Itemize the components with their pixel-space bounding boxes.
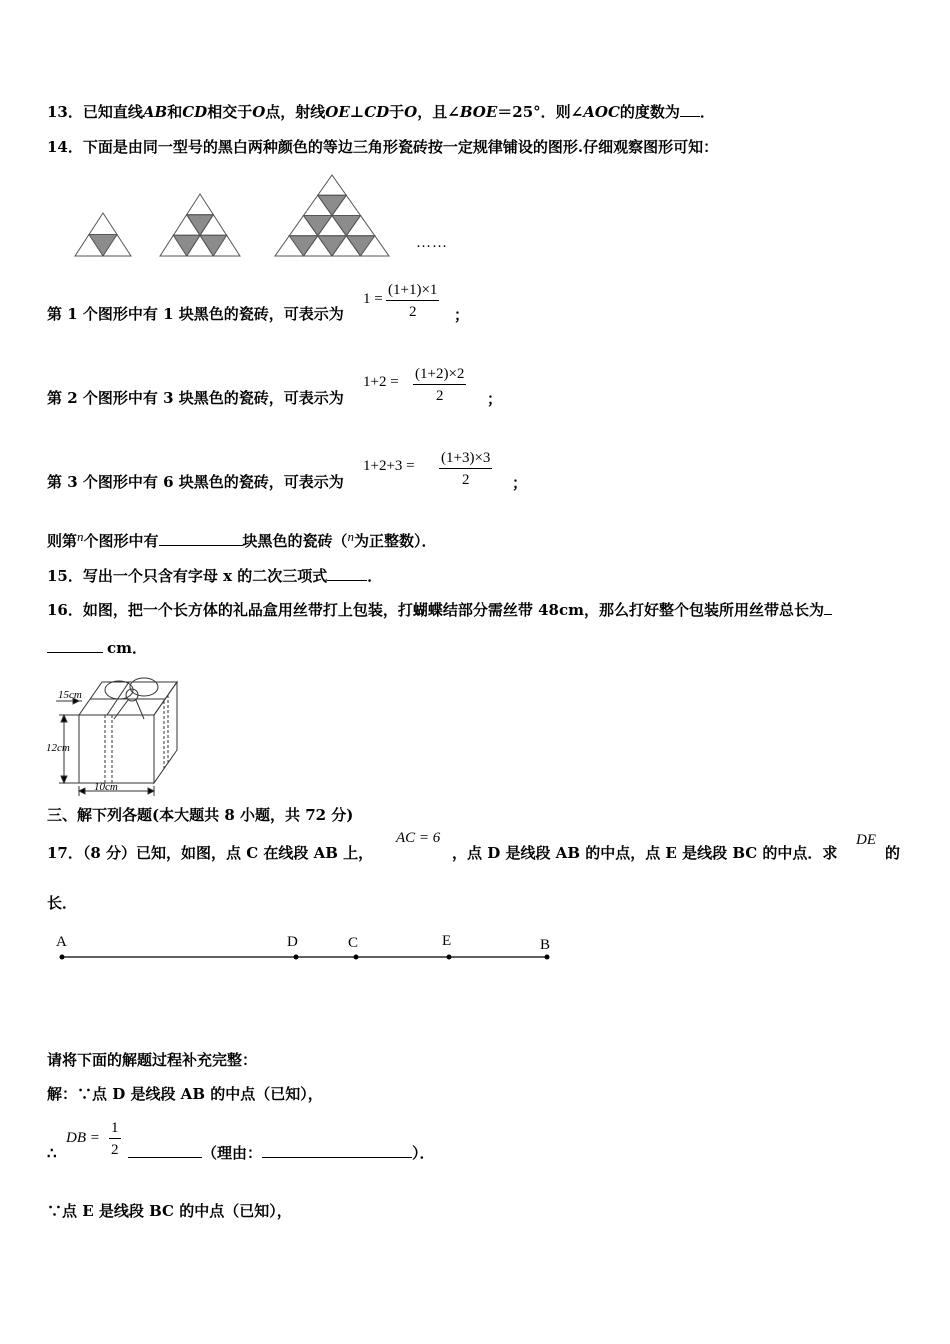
q17-ac-eq: AC = 6 <box>396 830 441 846</box>
fraction-denominator: 2 <box>111 1142 119 1158</box>
black-tile <box>332 216 361 236</box>
black-tile <box>200 235 227 256</box>
bow-tails <box>114 700 144 719</box>
q17-half-fraction <box>109 1118 121 1161</box>
q14-line3-semicolon: ； <box>512 474 528 492</box>
q17-reason-blank[interactable] <box>262 1143 412 1158</box>
q17-db-eq: DB = <box>66 1130 100 1146</box>
q14-answer-blank[interactable] <box>159 531 243 546</box>
q17-db-line <box>128 1143 435 1163</box>
q16-answer-blank[interactable] <box>824 600 832 615</box>
q13-o: O <box>404 103 418 121</box>
box-side <box>154 682 177 783</box>
q13-text: 和 <box>167 103 183 121</box>
q17-solution-line2: ∵点 E 是线段 BC 的中点（已知）， <box>47 1202 292 1220</box>
q14-line2-semicolon: ； <box>487 390 503 408</box>
q13-text: 点，射线 <box>265 103 326 121</box>
q17-line1-part2: ，点 D 是线段 AB 的中点，点 E 是线段 BC 的中点．求 <box>452 844 838 862</box>
q17-text: ）． <box>412 1144 435 1162</box>
q14-line2-text: 第 2 个图形中有 3 块黑色的瓷砖，可表示为 <box>47 389 344 407</box>
point-a <box>60 955 65 960</box>
fraction-numerator: 1 <box>109 1118 121 1139</box>
q17-instruction: 请将下面的解题过程补充完整： <box>47 1051 258 1069</box>
q13-text: ． <box>699 103 715 121</box>
q14-text: 块黑色的瓷砖（ <box>242 532 348 550</box>
q14-text: 为正整数）． <box>354 532 437 550</box>
black-tile <box>318 195 347 215</box>
black-tile <box>187 215 214 236</box>
label-b: B <box>540 937 551 953</box>
q14-n: n <box>77 529 84 544</box>
q14-line3-lhs: 1+2+3 = <box>363 458 415 474</box>
label-e: E <box>442 933 452 949</box>
q17-line1-part3: 的 <box>885 844 901 862</box>
q15-text: ． <box>367 567 383 585</box>
fraction-numerator: (1+3)×3 <box>439 448 492 469</box>
q14-line3-text: 第 3 个图形中有 6 块黑色的瓷砖，可表示为 <box>47 473 344 491</box>
gift-box-figure <box>44 675 184 797</box>
q17-text: （理由： <box>202 1144 263 1162</box>
q14-line1-fraction <box>386 280 439 323</box>
q13-text: 的度数为 <box>619 103 680 121</box>
q13-ab: AB <box>142 103 168 121</box>
point-b <box>545 955 550 960</box>
triangle-figure-2 <box>160 194 240 256</box>
fraction-numerator: (1+2)×2 <box>413 364 466 385</box>
q16-line2 <box>47 638 147 658</box>
arrow-down-icon <box>61 776 67 783</box>
q15-line <box>47 566 382 586</box>
point-d <box>294 955 299 960</box>
fraction-numerator: (1+1)×1 <box>386 280 439 301</box>
black-tile <box>173 235 200 256</box>
point-e <box>447 955 452 960</box>
q13-text: ，且∠ <box>417 103 460 121</box>
black-tile <box>304 216 333 236</box>
q14-line2-lhs: 1+2 = <box>363 374 399 390</box>
q16-answer-blank-cont[interactable] <box>47 638 103 653</box>
q13-answer-blank[interactable] <box>680 102 700 117</box>
q13-boe: BOE <box>459 103 498 121</box>
dim-label-side: 12cm <box>46 742 70 754</box>
q14-text: 则第 <box>47 532 78 550</box>
q16-unit: cm． <box>107 639 148 657</box>
q17-db-blank[interactable] <box>128 1143 202 1158</box>
black-tile <box>346 236 375 256</box>
q13-number: 13． <box>47 103 83 121</box>
fraction-denominator: 2 <box>435 388 444 404</box>
q14-line3-fraction <box>439 448 492 491</box>
q16-line1 <box>47 600 832 620</box>
q14-line1-text: 第 1 个图形中有 1 块黑色的瓷砖，可表示为 <box>47 305 344 323</box>
q13-line <box>47 102 715 122</box>
q13-text: 于 <box>389 103 405 121</box>
q14-text: 个图形中有 <box>83 532 159 550</box>
q17-de: DE <box>856 832 876 848</box>
label-d: D <box>287 934 298 950</box>
q17-line2: 长． <box>47 894 78 912</box>
q17-line1-part1: 17．（8 分）已知，如图，点 C 在线段 AB 上， <box>47 844 374 862</box>
q13-o: O <box>252 103 266 121</box>
q17-solution-line1: 解：∵点 D 是线段 AB 的中点（已知）， <box>47 1085 323 1103</box>
q14-ellipsis: …… <box>416 235 448 251</box>
arrow-right-icon <box>148 788 154 794</box>
q13-cd: CD <box>182 103 208 121</box>
fraction-denominator: 2 <box>461 472 470 488</box>
triangle-tiles-figure <box>70 170 470 262</box>
q13-text: 相交于 <box>207 103 253 121</box>
segment-diagram <box>50 928 560 966</box>
q14-line2-fraction <box>413 364 466 407</box>
q16-text: 16．如图，把一个长方体的礼品盒用丝带打上包装，打蝴蝶结部分需丝带 48cm，那么打好整个包装所用丝带总长为 <box>47 601 824 619</box>
q13-aoc: AOC <box>583 103 620 121</box>
black-tile <box>289 236 318 256</box>
dim-label-bottom: 10cm <box>94 781 118 793</box>
fraction-denominator: 2 <box>408 304 417 320</box>
black-tile <box>318 236 347 256</box>
q14-intro: 14．下面是由同一型号的黑白两种颜色的等边三角形瓷砖按一定规律铺设的图形.仔细观察图形可知： <box>47 138 719 156</box>
q13-text: ＝25°．则∠ <box>497 103 584 121</box>
label-c: C <box>348 935 359 951</box>
label-a: A <box>56 934 67 950</box>
q13-oe-perp-cd: OE⊥CD <box>325 103 390 121</box>
triangle-figure-1 <box>75 213 131 256</box>
bow-right-loop <box>130 678 158 696</box>
q15-text: 15．写出一个只含有字母 x 的二次三项式 <box>47 567 328 585</box>
arrow-left-icon <box>79 788 85 794</box>
arrow-up-icon <box>61 715 67 722</box>
q15-answer-blank[interactable] <box>327 566 367 581</box>
black-tile <box>89 235 117 257</box>
q14-line1-semicolon: ； <box>454 306 470 324</box>
dim-label-top: 15cm <box>58 689 82 701</box>
q14-n: n <box>347 529 355 544</box>
box-front <box>79 715 154 783</box>
section3-title: 三、解下列各题(本大题共 8 小题，共 72 分) <box>47 806 354 824</box>
q14-line1-lhs: 1 = <box>363 291 383 307</box>
point-c <box>354 955 359 960</box>
triangle-figure-3 <box>275 175 389 256</box>
q14-conclusion <box>47 531 437 552</box>
q17-therefore: ∴ <box>47 1144 57 1162</box>
q13-text: 已知直线 <box>82 103 143 121</box>
